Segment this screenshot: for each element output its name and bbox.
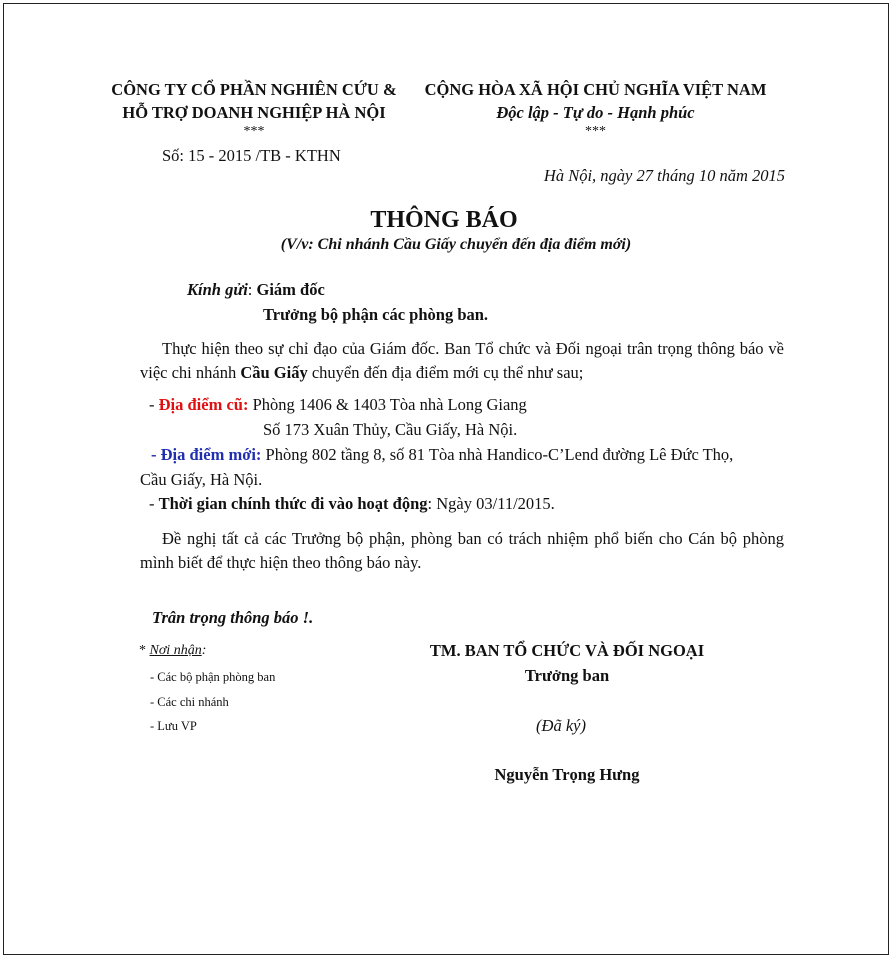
intro-text-1: Thực hiện theo sự chỉ đạo của Giám đốc. Ban Tổ chức và Đối ngoại trân trọng thông báo về việc chi nhánh (140, 339, 784, 382)
start-time-label: Thời gian chính thức đi vào hoạt động (158, 494, 428, 513)
receivers-star: * (139, 643, 150, 658)
recipient-director: Giám đốc (256, 280, 325, 299)
document-page (3, 3, 889, 955)
company-name-line2: HỖ TRỢ DOANH NGHIỆP HÀ NỘI (122, 103, 386, 122)
old-location-dash: - (149, 395, 159, 414)
recipients-label: Kính gửi (187, 280, 248, 299)
document-title: THÔNG BÁO (370, 207, 518, 233)
company-stars: *** (243, 124, 265, 139)
signature-position: Trưởng ban (524, 666, 610, 685)
closing-line: Trân trọng thông báo !. (152, 608, 314, 627)
start-time-value: : Ngày 03/11/2015. (427, 494, 555, 513)
intro-text-2: chuyển đến địa điểm mới cụ thể như sau; (307, 363, 584, 382)
recipients-colon: : (247, 280, 257, 299)
document-number: Số: 15 - 2015 /TB - KTHN (162, 146, 341, 165)
receivers-colon: : (201, 643, 207, 658)
recipient-department-heads: Trưởng bộ phận các phòng ban. (263, 305, 489, 324)
new-location-line (151, 445, 733, 465)
new-location-label: - Địa điểm mới: (151, 445, 262, 464)
start-time-dash: - (149, 494, 159, 513)
document-subject: (V/v: Chi nhánh Cầu Giấy chuyển đến địa điểm mới) (280, 236, 632, 253)
signer-name: Nguyễn Trọng Hưng (494, 765, 640, 784)
signature-organization: TM. BAN TỔ CHỨC VÀ ĐỐI NGOẠI (429, 641, 705, 660)
branch-name: Cầu Giấy (240, 363, 308, 382)
recipients-line (187, 280, 325, 300)
nation-motto: Độc lập - Tự do - Hạnh phúc (496, 103, 695, 122)
new-location-address-1: Phòng 802 tầng 8, số 81 Tòa nhà Handico-C’Lend đường Lê Đức Thọ, (261, 445, 734, 464)
old-location-address-1: Phòng 1406 & 1403 Tòa nhà Long Giang (248, 395, 527, 414)
receivers-heading (139, 643, 206, 659)
nation-stars: *** (585, 124, 606, 139)
receiver-item: - Các bộ phận phòng ban (150, 670, 276, 684)
place-date: Hà Nội, ngày 27 tháng 10 năm 2015 (543, 166, 785, 185)
receivers-label: Nơi nhận (149, 643, 202, 658)
receiver-item: - Lưu VP (150, 719, 197, 733)
receiver-item: - Các chi nhánh (150, 695, 229, 709)
old-location-label: Địa điểm cũ: (158, 395, 249, 414)
request-paragraph: Đề nghị tất cả các Trưởng bộ phận, phòng ban có trách nhiệm phổ biến cho Cán bộ phòng mình biết để thực hiện theo thông báo này. (140, 529, 784, 572)
nation-name: CỘNG HÒA XÃ HỘI CHỦ NGHĨA VIỆT NAM (424, 80, 767, 99)
company-name-line1: CÔNG TY CỔ PHẦN NGHIÊN CỨU & (111, 80, 397, 99)
old-location-line (149, 395, 527, 415)
signature-status: (Đã ký) (536, 716, 586, 735)
intro-paragraph (140, 337, 784, 385)
old-location-address-2: Số 173 Xuân Thủy, Cầu Giấy, Hà Nội. (263, 420, 518, 439)
new-location-address-2: Cầu Giấy, Hà Nội. (140, 470, 263, 489)
start-time-line (149, 494, 555, 514)
